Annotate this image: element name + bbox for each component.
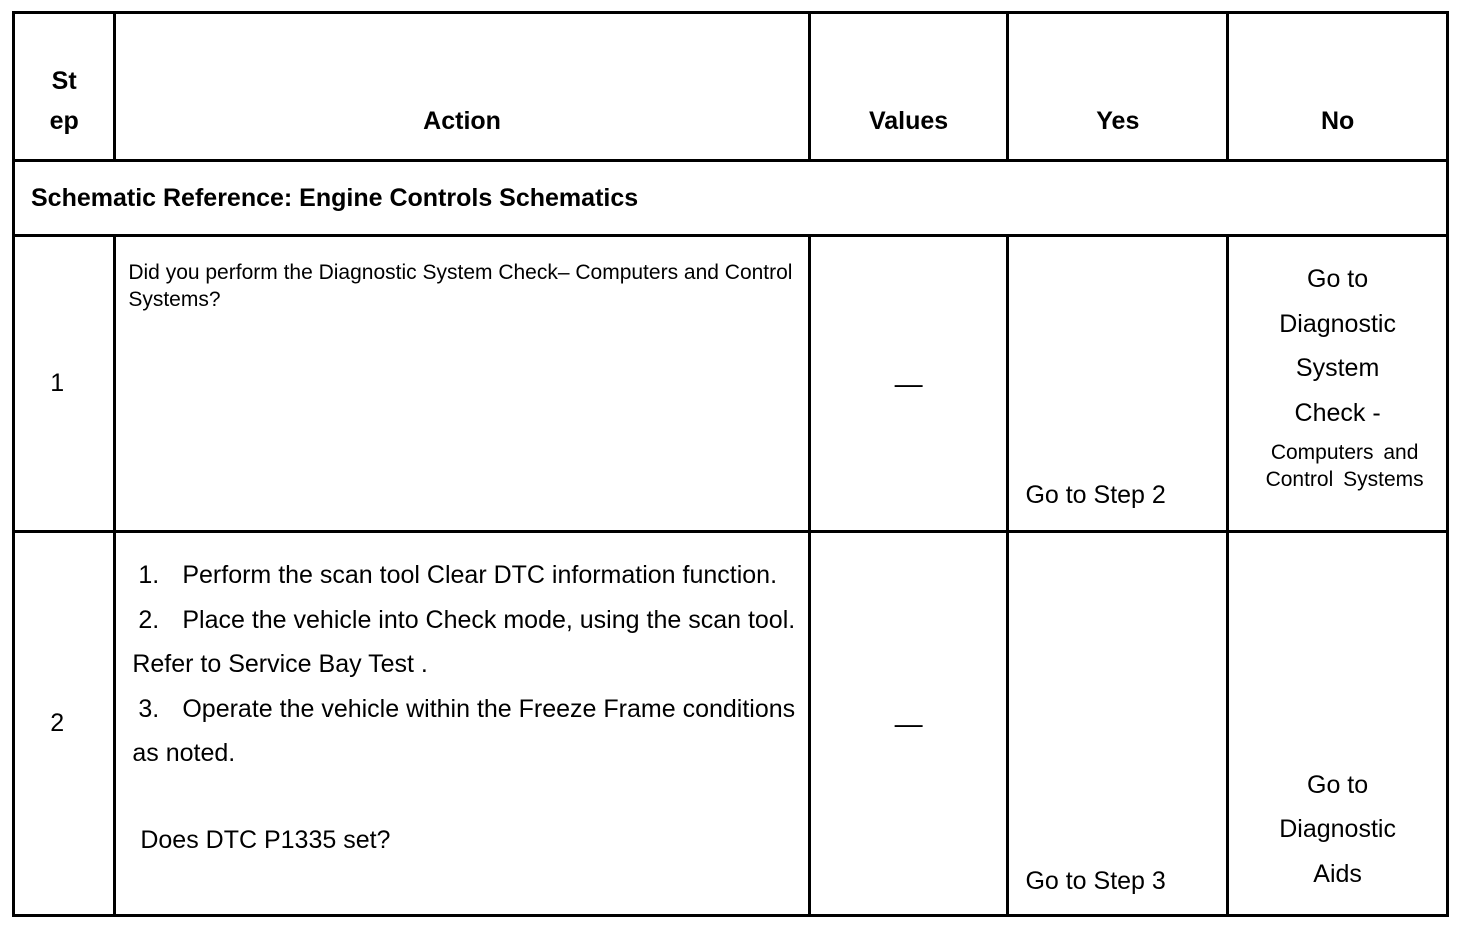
- step-number: 2: [14, 532, 115, 916]
- table-row: [14, 236, 1448, 532]
- header-step-line1: St: [51, 67, 77, 95]
- diagnostic-table: [12, 11, 1449, 917]
- action-item: [132, 553, 795, 598]
- header-step: [14, 13, 115, 161]
- action-item-text: Operate the vehicle within the Freeze Frame conditions as noted.: [132, 694, 796, 767]
- schematic-reference-row: [14, 161, 1448, 236]
- no-line: Diagnostic: [1279, 309, 1396, 338]
- no-line: Check -: [1294, 398, 1381, 427]
- action-item-number: 1.: [138, 561, 160, 589]
- step-number: 1: [14, 236, 115, 532]
- action-item-text: Perform the scan tool Clear DTC information function.: [182, 561, 778, 589]
- action-text: Did you perform the Diagnostic System Check– Computers and Control Systems?: [115, 236, 809, 532]
- yes-cell: Go to Step 3: [1008, 532, 1228, 916]
- no-line: Go to: [1307, 770, 1369, 799]
- no-line: Aids: [1313, 859, 1362, 888]
- header-action: Action: [115, 13, 809, 161]
- action-item-number: 3.: [138, 694, 160, 723]
- schematic-reference: Schematic Reference: Engine Controls Schematics: [14, 161, 1448, 236]
- action-question: Does DTC P1335 set?: [140, 825, 391, 854]
- values-cell: —: [809, 532, 1008, 916]
- header-no: No: [1228, 13, 1448, 161]
- action-item-number: 2.: [138, 605, 160, 634]
- no-line: Go to: [1307, 265, 1369, 293]
- action-text: [115, 532, 809, 916]
- values-cell: —: [809, 236, 1008, 532]
- no-line: System: [1295, 354, 1380, 382]
- header-row: [14, 13, 1448, 161]
- header-yes: Yes: [1008, 13, 1228, 161]
- header-step-line2: ep: [49, 107, 79, 135]
- no-cell: [1228, 532, 1448, 916]
- no-cell: [1228, 236, 1448, 532]
- table-row: [14, 532, 1448, 916]
- no-small-text: Computers and Control Systems: [1265, 441, 1424, 491]
- no-line: Diagnostic: [1279, 815, 1396, 843]
- header-values: Values: [809, 13, 1008, 161]
- action-item: [132, 598, 795, 687]
- yes-cell: Go to Step 2: [1008, 236, 1228, 532]
- action-item-text: Place the vehicle into Check mode, using the scan tool. Refer to Service Bay Test .: [132, 605, 796, 678]
- action-item: [132, 687, 795, 776]
